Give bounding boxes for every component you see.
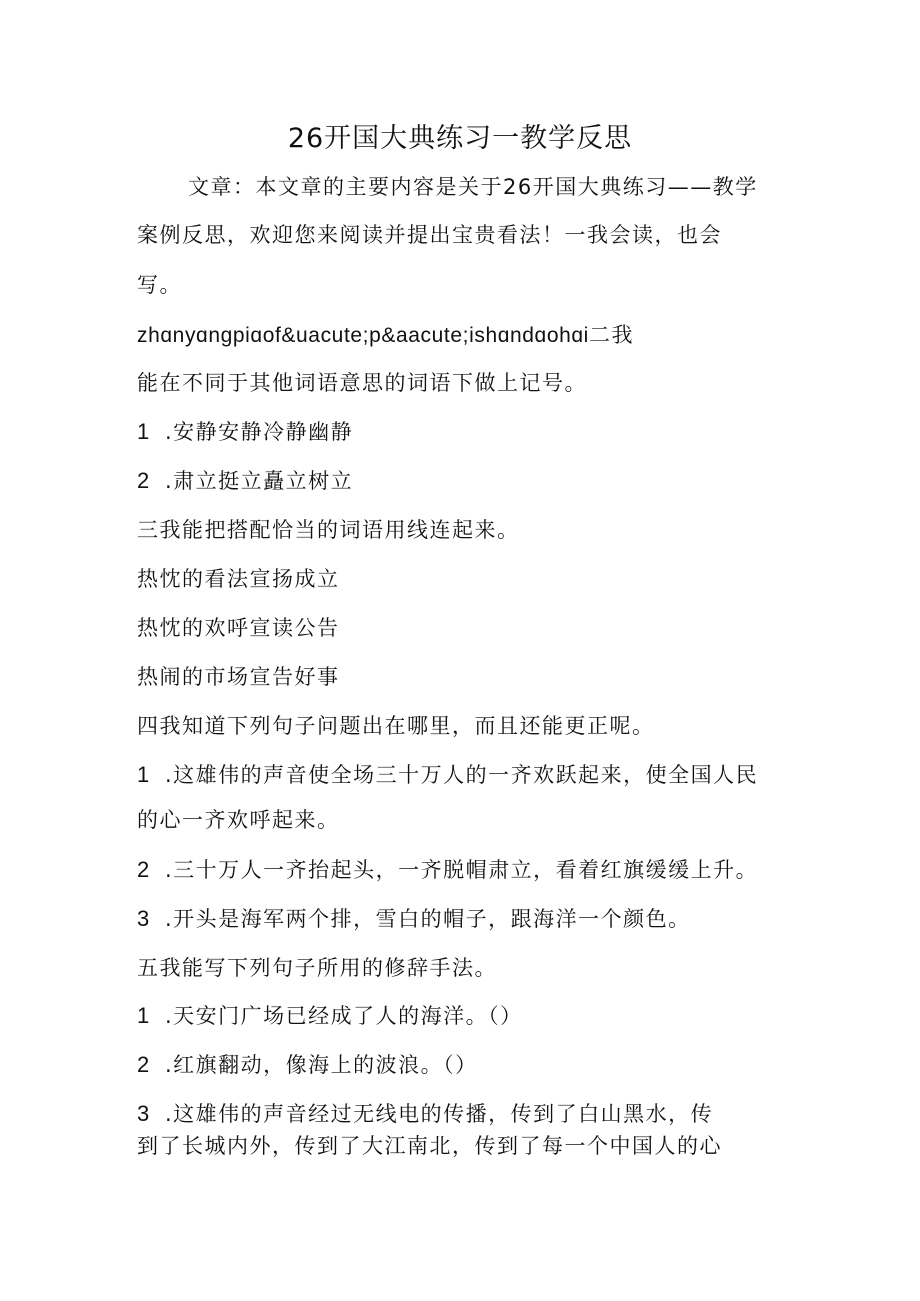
section3-heading: 三我能把搭配恰当的词语用线连起来。 (137, 518, 520, 542)
section3-row-1: 热忱的看法宣扬成立 (137, 567, 340, 591)
item-number: 1 (137, 1003, 150, 1028)
section5-item-1 (137, 1001, 523, 1031)
intro-line-2: 案例反思，欢迎您来阅读并提出宝贵看法！一我会读，也会 (137, 223, 722, 247)
section4-heading: 四我知道下列句子问题出在哪里，而且还能更正呢。 (137, 714, 655, 738)
item-text: .红旗翻动，像海上的波浪。（） (165, 1053, 478, 1077)
intro-line-3: 写。 (137, 273, 182, 297)
item-text: .这雄伟的声音使全场三十万人的一齐欢跃起来，使全国人民 (165, 763, 759, 787)
item-number: 2 (137, 1052, 150, 1077)
pinyin-text: zhɑnyɑngpiɑof&uacute;p&aacute;ishɑndɑohɑi (137, 324, 589, 347)
document-title: 26开国大典练习一教学反思 (287, 123, 633, 154)
section2-item-2 (137, 466, 353, 496)
item-number: 1 (137, 762, 150, 787)
section5-item-3-cont: 到了长城内外，传到了大江南北，传到了每一个中国人的心 (137, 1134, 722, 1158)
section4-item-2 (137, 855, 758, 885)
section3-row-2: 热忱的欢呼宣读公告 (137, 616, 340, 640)
item-number: 3 (137, 1101, 150, 1126)
section4-item-3 (137, 904, 691, 934)
pinyin-tail: 二我 (588, 323, 634, 347)
item-number: 3 (137, 906, 150, 931)
intro-line-1: 文章：本文章的主要内容是关于26开国大典练习——教学 (188, 175, 758, 199)
item-text: .开头是海军两个排，雪白的帽子，跟海洋一个颜色。 (165, 907, 691, 931)
section4-item-1 (137, 760, 758, 790)
pinyin-line (137, 320, 634, 351)
section2-heading-cont: 能在不同于其他词语意思的词语下做上记号。 (137, 371, 587, 395)
section5-item-2 (137, 1050, 478, 1080)
item-text: .安静安静冷静幽静 (165, 420, 354, 444)
item-text: .天安门广场已经成了人的海洋。（） (165, 1004, 523, 1028)
section5-heading: 五我能写下列句子所用的修辞手法。 (137, 956, 497, 980)
item-number: 2 (137, 857, 150, 882)
item-text: .三十万人一齐抬起头，一齐脱帽肃立，看着红旗缓缓上升。 (165, 858, 759, 882)
section2-item-1 (137, 417, 353, 447)
section5-item-3 (137, 1099, 713, 1129)
item-number: 2 (137, 468, 150, 493)
item-text: .肃立挺立矗立树立 (165, 469, 354, 493)
section4-item-1-cont: 的心一齐欢呼起来。 (137, 808, 340, 832)
item-text: .这雄伟的声音经过无线电的传播，传到了白山黑水，传 (165, 1102, 714, 1126)
item-number: 1 (137, 419, 150, 444)
section3-row-3: 热闹的市场宣告好事 (137, 665, 340, 689)
